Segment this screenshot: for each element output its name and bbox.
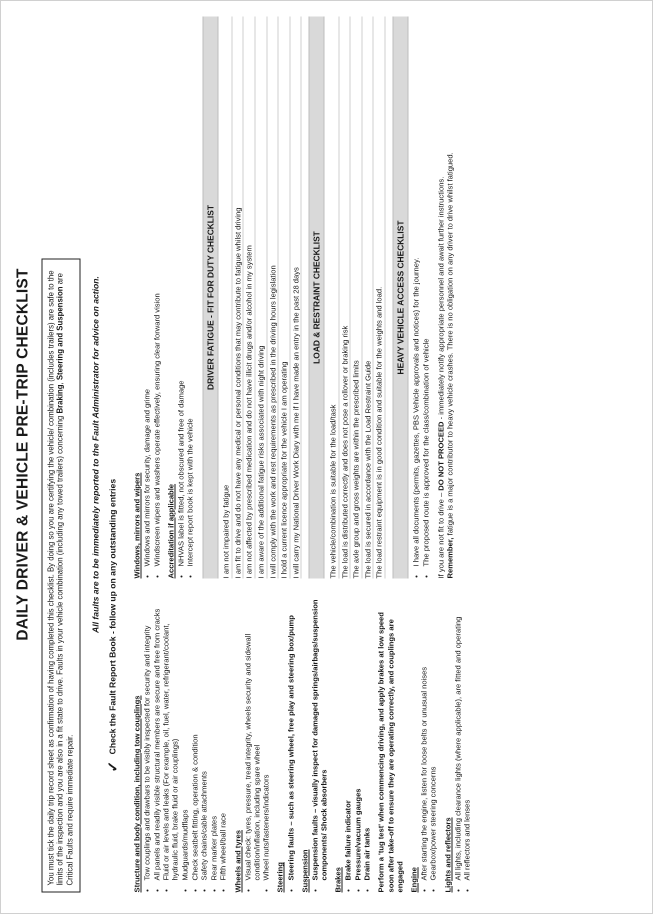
- remember-text: fatigue is a major contributor to heavy vehicle crashes. There is no obligation on any driver to drive whilst fatigued.: [444, 151, 454, 535]
- windows-heading: Windows, mirrors and wipers: [131, 472, 141, 578]
- list-item: • Brake failure indicator: [343, 592, 352, 880]
- list-item: • Rear marker plates: [209, 592, 218, 880]
- access-section-bar: HEAVY VEHICLE ACCESS CHECKLIST: [392, 16, 408, 578]
- fault-book-text: Check the Fault Report Book - follow up on any outstanding entries: [107, 478, 118, 754]
- load-section-bar: LOAD & RESTRAINT CHECKLIST: [308, 16, 324, 578]
- fatigue-item-text: I am fit to drive and do not have any medical or personal conditions that may contribute to fatigue whilst driving: [232, 206, 242, 578]
- fatigue-item-text: I hold a current licence appropriate for the vehicle I am operating: [279, 361, 289, 578]
- list-item: • Windows and mirrors for security, damage and grime: [142, 16, 151, 566]
- list-item: • The proposed route is approved for the class/combination of vehicle: [421, 16, 430, 566]
- intro-and: and: [55, 332, 65, 347]
- windows-list: [142, 16, 161, 578]
- list-item: • Drain air tanks: [362, 592, 371, 880]
- fatigue-section-bar: DRIVER FATIGUE - FIT FOR DUTY CHECKLIST: [202, 16, 218, 578]
- intro-box: You must tick the daily trip record sheet as confirmation of having completed this checklist. By doing so you are certifying the vehicle/ combination (includes trailers) are safe to the limits of the inspection and you are also in a fit state to drive. Faults in your vehicle combination (including any towed trailers) concerning Braking, Steering and Suspension are Critical Faults and require immediate repair.: [41, 258, 80, 892]
- accreditation-heading: Accreditation if applicable: [165, 483, 175, 578]
- intro-text-2: fit state to drive. Faults in your vehicle combination (including any towed trailers) concerning: [55, 415, 65, 732]
- intro-suspension: Suspension: [55, 286, 65, 331]
- fault-book-line: [104, 16, 121, 772]
- intro-text-3: are Critical Faults and require immediate repair.: [55, 272, 75, 885]
- engine-list: [419, 592, 438, 892]
- load-item-text: The load is secured in accordance with the Load Restraint Guide: [362, 360, 372, 578]
- wheels-list: [243, 592, 271, 892]
- steering-list: [286, 592, 295, 892]
- list-item: • Gearbox/power steering concerns: [428, 592, 437, 880]
- list-item: [244, 16, 255, 578]
- right-column: [127, 16, 472, 578]
- lights-list: [453, 592, 472, 892]
- checkmark-icon: ✓: [104, 760, 121, 772]
- list-item: • After starting the engine, listen for loose belts or unusual noises: [419, 592, 428, 880]
- fatigue-item-text: I am not impaired by fatigue: [221, 484, 231, 578]
- load-list: [327, 16, 385, 578]
- remember-label: Remember,: [444, 537, 454, 578]
- lights-heading: Lights and reflectors: [442, 816, 452, 892]
- intro-steering: Steering: [55, 348, 65, 380]
- page-title: DAILY DRIVER & VEHICLE PRE-TRIP CHECKLIST: [14, 267, 31, 641]
- checklist-columns: [127, 16, 472, 892]
- load-item-text: The load restraint equipment is in good condition and suitable for the weights and load.: [374, 286, 384, 578]
- structure-heading: Structure and body condition, including tow couplings: [131, 694, 141, 892]
- not-fit-post: - immediately notify appropriate personnel and await further instructions.: [435, 176, 445, 419]
- intro-braking: Braking: [55, 383, 65, 414]
- structure-list: [142, 592, 227, 892]
- not-fit-pre: If you are not fit to drive –: [435, 492, 445, 578]
- intro-text-1: You must tick the daily trip record sheet as confirmation of having completed this checklist. By doing so you are certifying the vehicle/ combination (includes trailers) are safe to the limits of the inspection and you are also in a: [45, 269, 65, 885]
- list-item: [351, 16, 362, 578]
- suspension-list: [310, 592, 328, 892]
- list-item: [362, 16, 373, 578]
- list-item: • Check seatbelt fitting, operation & condition: [190, 592, 199, 880]
- list-item: • Tow couplings and drawbars to be visibly inspected for security and integrity: [142, 592, 151, 880]
- list-item: [255, 16, 266, 578]
- list-item: [339, 16, 350, 578]
- list-item: • Wheel nuts/fasteners/indicators: [261, 592, 270, 880]
- load-item-text: The vehicle/combination is suitable for the load/task: [327, 404, 337, 578]
- left-column: [127, 592, 472, 892]
- list-item: • Mudguards/mudflaps: [180, 592, 189, 880]
- not-fit-note: [436, 16, 454, 578]
- list-item: • Safety chains/cable attachments: [199, 592, 208, 880]
- list-item: [232, 16, 243, 578]
- fatigue-list: [221, 16, 302, 578]
- list-item: [267, 16, 278, 578]
- brakes-heading: Brakes: [332, 866, 342, 892]
- list-item: • Fluid or air levels and leaks (For example, oil, fuel, water, refrigerant/coolant, hydraulic fluid, brake fluid or air couplings): [161, 592, 179, 880]
- list-item: • All panels and readily visible structural members are secure and free from cracks: [152, 592, 161, 880]
- list-item: [327, 16, 338, 578]
- steering-heading: Steering: [275, 861, 285, 892]
- list-item: • Intercept report book is kept with the vehicle: [185, 16, 194, 566]
- fatigue-item-text: I am aware of the additional fatigue risks associated with night driving: [255, 345, 265, 578]
- access-list: [411, 16, 430, 578]
- fatigue-item-text: I will carry my National Driver Work Diary with me if I have made an entry in the past 28 days: [290, 266, 300, 578]
- list-item: • All reflectors and lenses: [462, 592, 471, 880]
- list-item: [279, 16, 290, 578]
- engine-heading: Engine: [408, 866, 418, 892]
- list-item: [290, 16, 301, 578]
- list-item: [221, 16, 232, 578]
- brakes-list: [343, 592, 371, 892]
- list-item: • Fifth wheel/ball race: [218, 592, 227, 880]
- fatigue-item-text: I will comply with the work and rest requirements as prescribed in the driving hours legislation: [267, 264, 277, 578]
- accreditation-list: [176, 16, 195, 578]
- list-item: • Windscreen wipers and washers operate effectively, ensuring clear forward vision: [152, 16, 161, 566]
- wheels-heading: Wheels and tyres: [232, 829, 242, 892]
- load-item-text: The load is distributed correctly and does not pose a rollover or braking risk: [339, 325, 349, 578]
- list-item: • All lights, including clearance lights (where applicable), are fitted and operating: [453, 592, 462, 880]
- list-item: • Pressure/vacuum gauges: [353, 592, 362, 880]
- fault-note: All faults are to be immediately reported to the Fault Administrator for advice on action.: [89, 275, 100, 633]
- list-item: • Visual check: tyres, pressure, tread integrity, wheels security and sidewall condition/inflation, including spare wheel: [243, 592, 261, 880]
- list-item: • I have all documents (permits, gazettes, PBS Vehicle approvals and notices) for the journey.: [411, 16, 420, 566]
- load-item-text: The axle group and gross weights are within the prescribed limits: [351, 359, 361, 578]
- tug-test-note: Perform a 'tug test' when commencing driving, and apply brakes at low speed soon after take-off to ensure they are operating correctly, and couplings are engaged: [376, 611, 404, 892]
- fatigue-item-text: I am not affected by prescribed medication and do not have illicit drugs and/or alcohol in my system: [244, 244, 254, 578]
- list-item: • NHVAS label is fitted, not obscured and free of damage: [176, 16, 185, 566]
- suspension-heading: Suspension: [299, 848, 309, 892]
- list-item: • Suspension faults – visually inspect for damaged springs/airbags/suspension components/ Shock absorbers: [310, 592, 328, 880]
- list-item: [374, 16, 385, 578]
- list-item: • Steering faults – such as steering wheel, free play and steering box/pump: [286, 592, 295, 880]
- do-not-proceed: DO NOT PROCEED: [435, 420, 445, 491]
